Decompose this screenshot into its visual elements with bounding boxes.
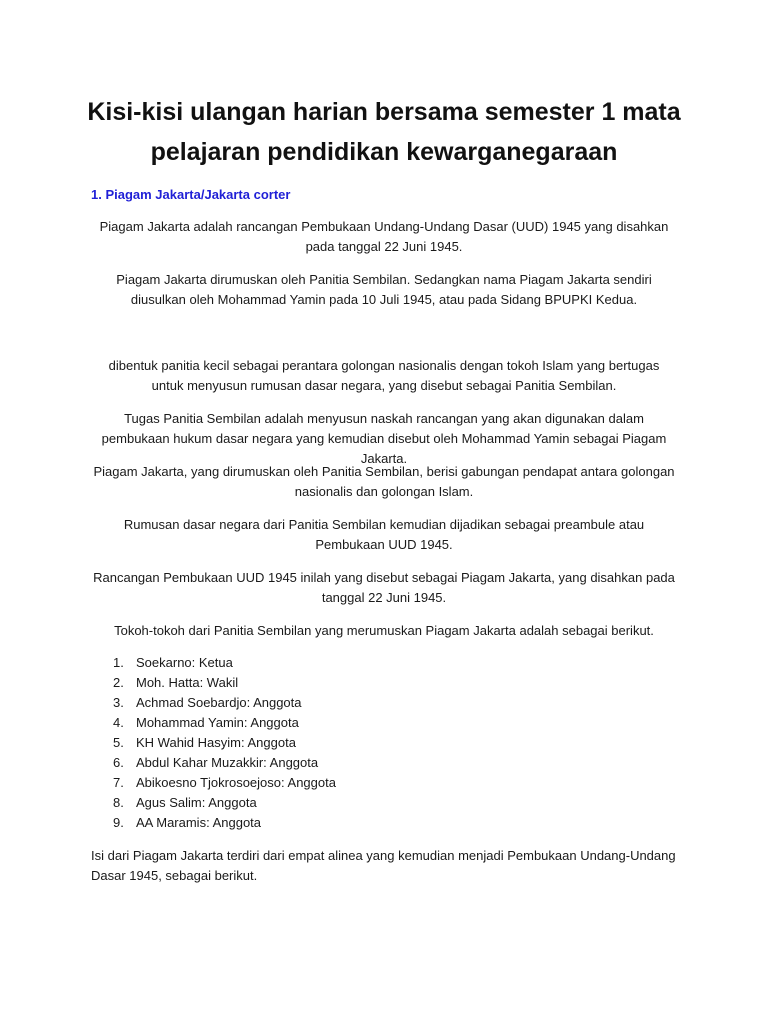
list-number: 2.	[113, 675, 124, 690]
section-heading: 1. Piagam Jakarta/Jakarta corter	[91, 187, 291, 202]
list-item	[91, 793, 591, 813]
list-text: Moh. Hatta: Wakil	[136, 675, 239, 690]
paragraph-draft-ratified: Rancangan Pembukaan UUD 1945 inilah yang disebut sebagai Piagam Jakarta, yang disahkan pada tanggal 22 Juni 1945.	[93, 570, 675, 605]
list-text: Abdul Kahar Muzakkir: Anggota	[136, 755, 319, 770]
list-item	[91, 813, 591, 833]
list-text: Abikoesno Tjokrosoejoso: Anggota	[136, 775, 336, 790]
list-number: 7.	[113, 775, 124, 790]
list-text: Achmad Soebardjo: Anggota	[136, 695, 302, 710]
list-number: 3.	[113, 695, 124, 710]
list-number: 6.	[113, 755, 124, 770]
paragraph-committee-formed: dibentuk panitia kecil sebagai perantara golongan nasionalis dengan tokoh Islam yang bertugas untuk menyusun rumusan dasar negara, yang disebut sebagai Panitia Sembilan.	[108, 358, 660, 393]
paragraph-definition: Piagam Jakarta adalah rancangan Pembukaan Undang-Undang Dasar (UUD) 1945 yang disahkan pada tanggal 22 Juni 1945.	[99, 219, 669, 254]
list-number: 8.	[113, 795, 124, 810]
document-title: Kisi-kisi ulangan harian bersama semester 1 mata pelajaran pendidikan kewarganegaraan	[87, 98, 681, 166]
list-number: 9.	[113, 815, 124, 830]
list-number: 1.	[113, 655, 124, 670]
list-item	[91, 733, 591, 753]
paragraph-members-intro: Tokoh-tokoh dari Panitia Sembilan yang merumuskan Piagam Jakarta adalah sebagai berikut.	[114, 623, 654, 638]
list-number: 4.	[113, 715, 124, 730]
paragraph-charter-content: Piagam Jakarta, yang dirumuskan oleh Panitia Sembilan, berisi gabungan pendapat antara golongan nasionalis dan golongan Islam.	[93, 464, 675, 499]
list-item	[91, 693, 591, 713]
list-item	[91, 673, 591, 693]
list-item	[91, 773, 591, 793]
paragraph-committee-task: Tugas Panitia Sembilan adalah menyusun naskah rancangan yang akan digunakan dalam pembukaan hukum dasar negara yang kemudian disebut oleh Mohammad Yamin sebagai Piagam Jakarta.	[101, 411, 667, 466]
paragraph-preamble: Rumusan dasar negara dari Panitia Sembilan kemudian dijadikan sebagai preambule atau Pembukaan UUD 1945.	[123, 517, 645, 552]
paragraph-formulation: Piagam Jakarta dirumuskan oleh Panitia Sembilan. Sedangkan nama Piagam Jakarta sendiri diusulkan oleh Mohammad Yamin pada 10 Juli 1945, atau pada Sidang BPUPKI Kedua.	[116, 272, 652, 307]
list-text: Soekarno: Ketua	[136, 655, 233, 670]
list-text: Mohammad Yamin: Anggota	[136, 715, 299, 730]
list-text: Agus Salim: Anggota	[136, 795, 257, 810]
list-text: KH Wahid Hasyim: Anggota	[136, 735, 296, 750]
list-item	[91, 713, 591, 733]
list-number: 5.	[113, 735, 124, 750]
list-text: AA Maramis: Anggota	[136, 815, 262, 830]
list-item	[91, 653, 591, 673]
list-item	[91, 753, 591, 773]
paragraph-closing: Isi dari Piagam Jakarta terdiri dari empat alinea yang kemudian menjadi Pembukaan Undang-Undang Dasar 1945, sebagai berikut.	[91, 848, 676, 883]
members-list	[91, 653, 591, 833]
